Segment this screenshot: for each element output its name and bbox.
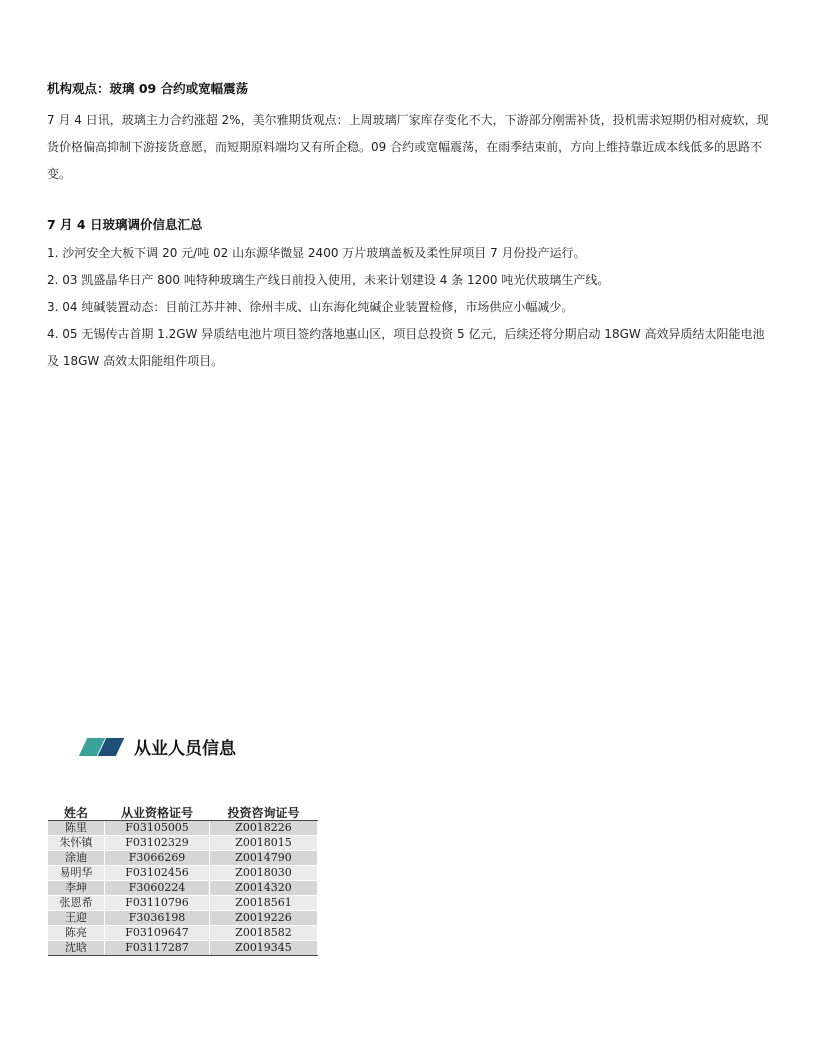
staff-name: 易明华 bbox=[48, 866, 105, 881]
summary-section bbox=[47, 216, 769, 375]
qualification-number: F03102329 bbox=[105, 836, 210, 851]
staff-title-text: 从业人员信息 bbox=[134, 738, 236, 759]
consulting-number: Z0018582 bbox=[210, 926, 318, 941]
table-row bbox=[48, 866, 318, 881]
staff-name: 陈里 bbox=[48, 821, 105, 836]
consulting-number: Z0018015 bbox=[210, 836, 318, 851]
table-row bbox=[48, 851, 318, 866]
staff-name: 王迎 bbox=[48, 911, 105, 926]
section-logo-icon bbox=[78, 736, 122, 756]
consulting-number: Z0019345 bbox=[210, 941, 318, 956]
viewpoint-body: 7 月 4 日讯，玻璃主力合约涨超 2%，美尔雅期货观点：上周玻璃厂家库存变化不大，下游部分刚需补货，投机需求短期仍相对疲软，现货价格偏高抑制下游接货意愿，而短期原料端均又有所企稳。09 合约或宽幅震荡，在雨季结束前，方向上维持靠近成本线低多的思路不变。 bbox=[47, 113, 769, 181]
staff-name: 沈晗 bbox=[48, 941, 105, 956]
staff-name: 李坤 bbox=[48, 881, 105, 896]
qualification-number: F3060224 bbox=[105, 881, 210, 896]
table-row bbox=[48, 836, 318, 851]
qualification-number: F3066269 bbox=[105, 851, 210, 866]
staff-name: 涂迪 bbox=[48, 851, 105, 866]
consulting-number: Z0018030 bbox=[210, 866, 318, 881]
column-header-qualification: 从业资格证号 bbox=[105, 806, 210, 821]
consulting-number: Z0018226 bbox=[210, 821, 318, 836]
summary-item: 2. 03 凯盛晶华日产 800 吨特种玻璃生产线日前投入使用，未来计划建设 4 条 1200 吨光伏玻璃生产线。 bbox=[47, 273, 610, 287]
table-row bbox=[48, 941, 318, 956]
qualification-number: F03110796 bbox=[105, 896, 210, 911]
consulting-number: Z0019226 bbox=[210, 911, 318, 926]
summary-item: 3. 04 纯碱装置动态：目前江苏井神、徐州丰成、山东海化纯碱企业装置检修，市场供应小幅减少。 bbox=[47, 300, 574, 314]
staff-name: 朱怀镇 bbox=[48, 836, 105, 851]
qualification-number: F3036198 bbox=[105, 911, 210, 926]
qualification-number: F03102456 bbox=[105, 866, 210, 881]
consulting-number: Z0014320 bbox=[210, 881, 318, 896]
staff-name: 张恩希 bbox=[48, 896, 105, 911]
qualification-number: F03117287 bbox=[105, 941, 210, 956]
table-row bbox=[48, 911, 318, 926]
summary-heading: 7 月 4 日玻璃调价信息汇总 bbox=[47, 217, 203, 232]
summary-item: 1. 沙河安全大板下调 20 元/吨 02 山东源华微显 2400 万片玻璃盖板及柔性屏项目 7 月份投产运行。 bbox=[47, 246, 586, 260]
column-header-name: 姓名 bbox=[48, 806, 105, 821]
staff-section-title bbox=[78, 733, 236, 759]
staff-table bbox=[48, 806, 318, 956]
consulting-number: Z0014790 bbox=[210, 851, 318, 866]
qualification-number: F03105005 bbox=[105, 821, 210, 836]
summary-list bbox=[47, 240, 769, 375]
viewpoint-section bbox=[47, 80, 769, 188]
viewpoint-heading: 机构观点：玻璃 09 合约或宽幅震荡 bbox=[47, 81, 249, 96]
consulting-number: Z0018561 bbox=[210, 896, 318, 911]
table-row bbox=[48, 881, 318, 896]
staff-name: 陈亮 bbox=[48, 926, 105, 941]
table-row bbox=[48, 821, 318, 836]
column-header-consulting: 投资咨询证号 bbox=[210, 806, 318, 821]
table-header-row bbox=[48, 806, 318, 821]
table-row bbox=[48, 896, 318, 911]
table-row bbox=[48, 926, 318, 941]
summary-item: 4. 05 无锡传古首期 1.2GW 异质结电池片项目签约落地惠山区，项目总投资 5 亿元，后续还将分期启动 18GW 高效异质结太阳能电池及 18GW 高效太阳能组件项目。 bbox=[47, 327, 765, 368]
qualification-number: F03109647 bbox=[105, 926, 210, 941]
